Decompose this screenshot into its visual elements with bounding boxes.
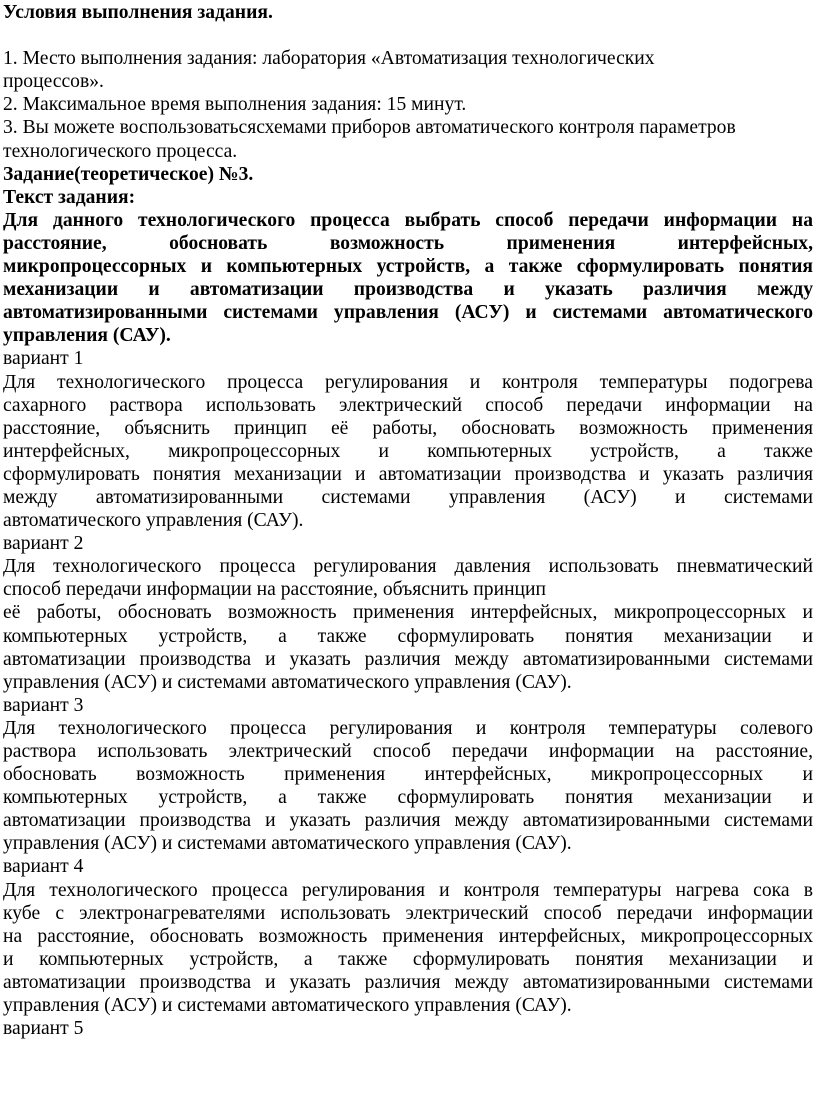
variant-line: расстояние, объяснить принцип её работы, обосновать возможность применения: [3, 417, 813, 439]
variant-label: вариант 3: [3, 694, 84, 716]
variant-2: [3, 532, 813, 694]
variant-label: вариант 4: [3, 856, 84, 878]
variant-line: Для технологического процесса регулирования давления использовать пневматический: [3, 556, 813, 578]
variant-1: [3, 347, 813, 532]
variant-line: интерфейсных, микропроцессорных и компьютерных устройств, а также: [3, 440, 813, 462]
conditions-title: Условия выполнения задания.: [3, 2, 273, 23]
variant-line: автоматизации производства и указать различия между автоматизированными системами: [3, 971, 813, 993]
condition-item-3-line-2: технологического процесса.: [3, 140, 238, 162]
variant-line: между автоматизированными системами управления (АСУ) и системами: [3, 486, 813, 508]
variant-label: вариант 2: [3, 533, 84, 555]
condition-item-3-line-1: 3. Вы можете воспользоватьсясхемами приборов автоматического контроля параметров: [3, 117, 736, 139]
variant-line: сахарного раствора использовать электрический способ передачи информации на: [3, 394, 813, 416]
task-text-line: автоматизированными системами управления (АСУ) и системами автоматического: [3, 302, 813, 324]
document-page: [3, 0, 813, 1040]
variant-label: вариант 5: [3, 1018, 84, 1040]
task-text-line: механизации и автоматизации производства и указать различия между: [3, 279, 813, 301]
variant-line: компьютерных устройств, а также сформулировать понятия механизации и: [3, 787, 813, 809]
task-title: Задание(теоретическое) №3.: [3, 163, 254, 185]
variant-line: Для технологического процесса регулирования и контроля температуры солевого: [3, 717, 813, 739]
condition-item-2-line-1: 2. Максимальное время выполнения задания: 15 минут.: [3, 94, 467, 116]
condition-item-1-line-2: процессов».: [3, 71, 104, 93]
task-text-line: расстояние, обосновать возможность применения интерфейсных,: [3, 232, 813, 254]
variant-line: сформулировать понятия механизации и автоматизации производства и указать различия: [3, 463, 813, 485]
variant-line: Для технологического процесса регулирования и контроля температуры подогрева: [3, 371, 813, 393]
variant-line: её работы, обосновать возможность применения интерфейсных, микропроцессорных и: [3, 602, 813, 624]
variant-line-last: автоматического управления (САУ).: [3, 510, 304, 532]
variant-5: [3, 1017, 813, 1040]
task-text-line: Для данного технологического процесса выбрать способ передачи информации на: [3, 209, 813, 231]
variant-line-last: управления (АСУ) и системами автоматического управления (САУ).: [3, 995, 572, 1017]
variant-line: на расстояние, обосновать возможность применения интерфейсных, микропроцессорных: [3, 925, 813, 947]
variant-line: автоматизации производства и указать различия между автоматизированными системами: [3, 648, 813, 670]
variant-line: обосновать возможность применения интерфейсных, микропроцессорных и: [3, 764, 813, 786]
variant-line: Для технологического процесса регулирования и контроля температуры нагрева сока в: [3, 879, 813, 901]
variant-line: автоматизации производства и указать различия между автоматизированными системами: [3, 810, 813, 832]
variant-line-last: управления (АСУ) и системами автоматического управления (САУ).: [3, 833, 572, 855]
task-text: [3, 209, 813, 348]
variant-line: кубе с электронагревателями использовать электрический способ передачи информации: [3, 902, 813, 924]
task-text-line: микропроцессорных и компьютерных устройств, а также сформулировать понятия: [3, 256, 813, 278]
variant-label: вариант 1: [3, 348, 84, 370]
variant-line: компьютерных устройств, а также сформулировать понятия механизации и: [3, 625, 813, 647]
variant-line: способ передачи информации на расстояние, объяснить принцип: [3, 579, 547, 601]
variant-line-last: управления (АСУ) и системами автоматического управления (САУ).: [3, 671, 572, 693]
variant-4: [3, 855, 813, 1017]
task-text-label: Текст задания:: [3, 186, 136, 208]
conditions-list: [3, 47, 813, 162]
variant-line: и компьютерных устройств, а также сформулировать понятия механизации и: [3, 948, 813, 970]
variant-3: [3, 694, 813, 856]
variant-line: раствора использовать электрический способ передачи информации на расстояние,: [3, 741, 813, 762]
task-text-line-last: управления (САУ).: [3, 325, 171, 347]
spacer: [3, 24, 813, 47]
condition-item-1-line-1: 1. Место выполнения задания: лаборатория «Автоматизация технологических: [3, 48, 655, 70]
